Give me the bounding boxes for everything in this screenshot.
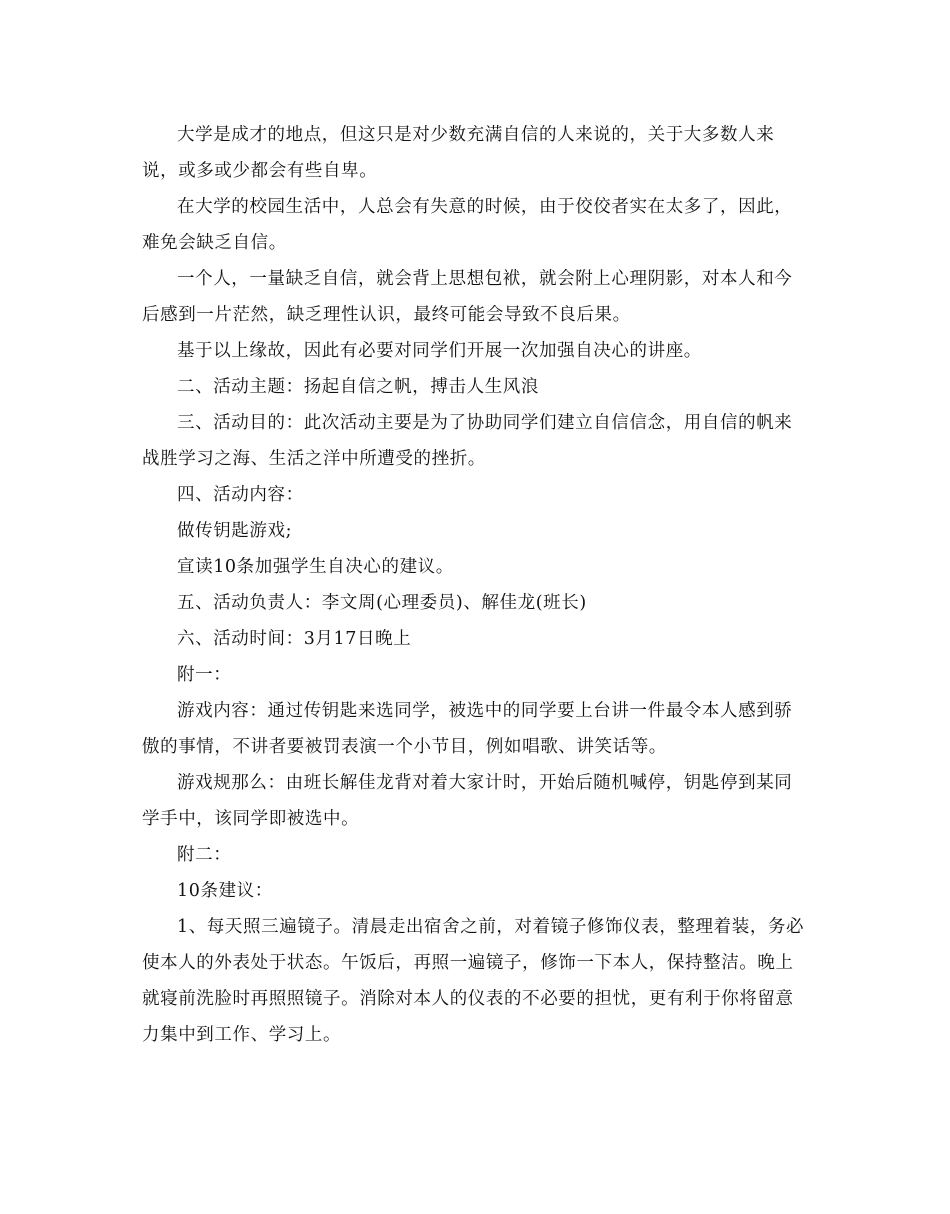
appendix-1-game-rules: 游戏规那么：由班长解佳龙背对着大家计时，开始后随机喊停，钥匙停到某同学手中，该同学即被选中。	[142, 773, 793, 829]
section-purpose: 三、活动目的：此次活动主要是为了协助同学们建立自信信念，用自信的帆来战胜学习之海、生活之洋中所遭受的挫折。	[142, 413, 793, 469]
section-time: 六、活动时间：3月17日晚上	[177, 629, 412, 649]
document-body	[142, 117, 810, 1053]
suggestions-heading: 10条建议：	[177, 881, 273, 901]
appendix-1-heading: 附一：	[177, 665, 232, 685]
paragraph-intro-1: 大学是成才的地点，但这只是对少数充满自信的人来说的，关于大多数人来说，或多或少都会有些自卑。	[142, 125, 775, 181]
section-organizers: 五、活动负责人：李文周(心理委员)、解佳龙(班长)	[177, 593, 587, 613]
appendix-2-heading: 附二：	[177, 845, 232, 865]
content-item-game: 做传钥匙游戏;	[177, 521, 293, 541]
paragraph-intro-3: 一个人，一量缺乏自信，就会背上思想包袱，就会附上心理阴影，对本人和今后感到一片茫然，缺乏理性认识，最终可能会导致不良后果。	[142, 269, 793, 325]
section-theme: 二、活动主题：扬起自信之帆，搏击人生风浪	[177, 377, 539, 397]
content-item-suggestions: 宣读10条加强学生自决心的建议。	[177, 557, 454, 577]
suggestion-1: 1、每天照三遍镜子。清晨走出宿舍之前，对着镜子修饰仪表，整理着装，务必使本人的外表处于状态。午饭后，再照一遍镜子，修饰一下本人，保持整洁。晚上就寝前洗脸时再照照镜子。消除对本人的仪表的不必要的担忧，更有利于你将留意力集中到工作、学习上。	[142, 917, 805, 1045]
appendix-1-game-content: 游戏内容：通过传钥匙来选同学，被选中的同学要上台讲一件最令本人感到骄傲的事情，不讲者要被罚表演一个小节目，例如唱歌、讲笑话等。	[142, 701, 793, 757]
paragraph-intro-2: 在大学的校园生活中，人总会有失意的时候，由于佼佼者实在太多了，因此，难免会缺乏自信。	[142, 197, 793, 253]
paragraph-intro-4: 基于以上缘故，因此有必要对同学们开展一次加强自决心的讲座。	[177, 341, 702, 361]
section-content-heading: 四、活动内容：	[177, 485, 304, 505]
